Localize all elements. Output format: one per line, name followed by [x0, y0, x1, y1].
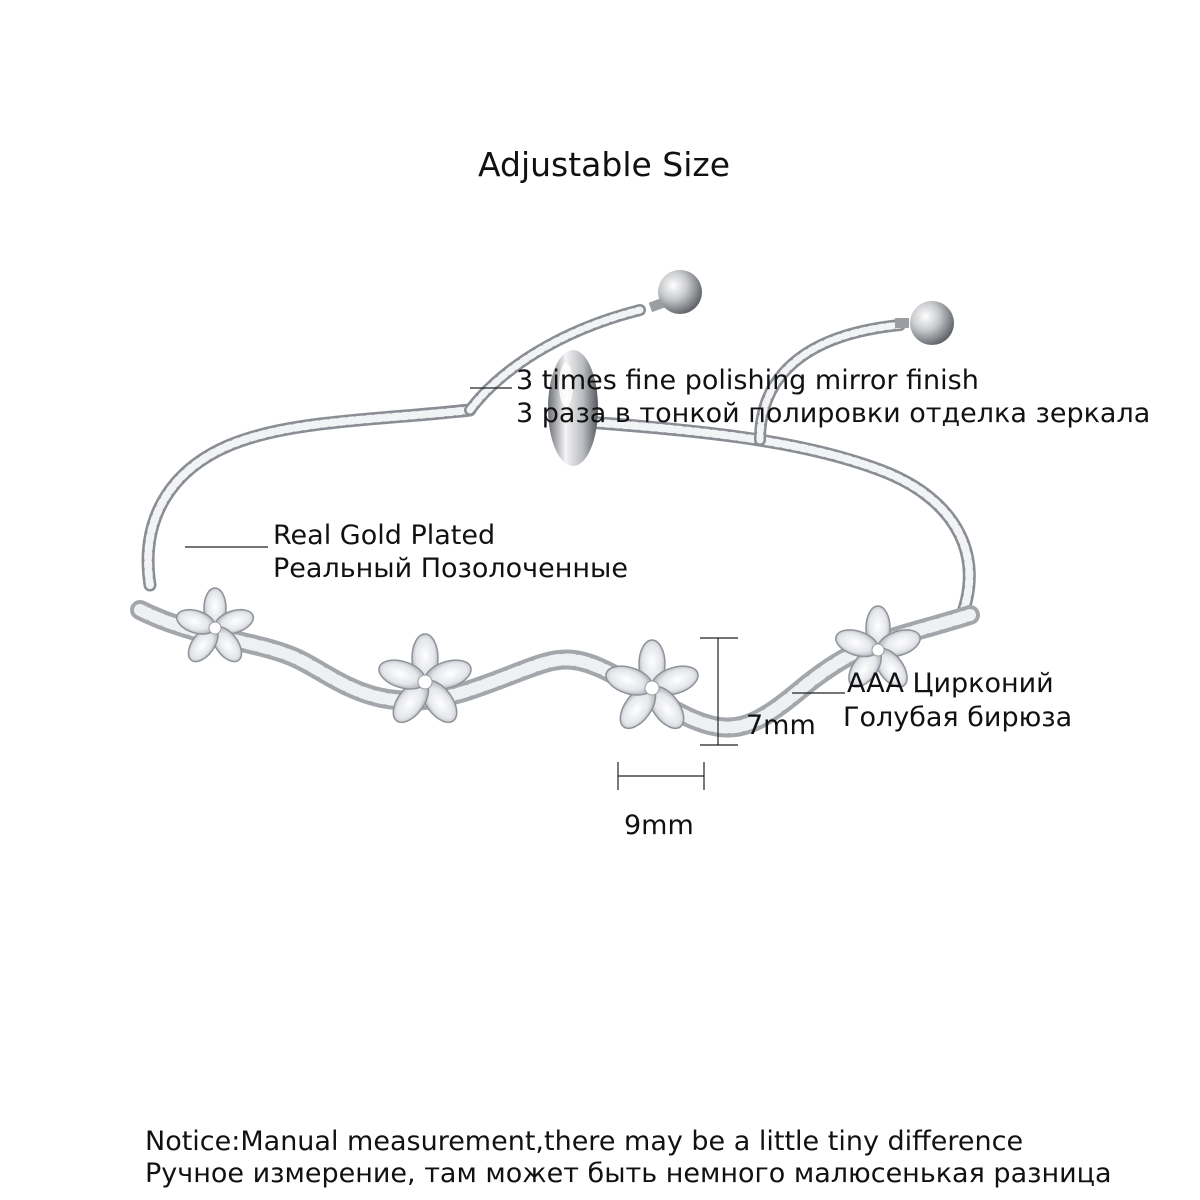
plating-label-en: Real Gold Plated: [273, 520, 496, 551]
width-dimension-label: 9mm: [624, 810, 694, 841]
notice-ru: Ручное измерение, там может быть немного малюсенькая разница: [145, 1158, 1112, 1189]
page-title: Adjustable Size: [478, 145, 731, 184]
height-dimension-label: 7mm: [746, 710, 816, 741]
width-dimension-marker: [618, 762, 704, 790]
stones-label-line1: AAA Цирконий: [847, 668, 1054, 699]
chain-end-ball-left: [649, 270, 702, 314]
flower-stone-1: [174, 588, 257, 667]
flower-stone-2: [375, 634, 474, 728]
polish-label-ru: 3 раза в тонкой полировки отделка зеркала: [516, 398, 1151, 429]
plating-label-ru: Реальный Позолоченные: [273, 553, 628, 584]
stones-label-line2: Голубая бирюза: [843, 702, 1073, 733]
notice-en: Notice:Manual measurement,there may be a little tiny difference: [145, 1126, 1024, 1157]
chain-end-ball-right: [895, 301, 954, 345]
polish-label-en: 3 times fine polishing mirror finish: [516, 365, 979, 396]
